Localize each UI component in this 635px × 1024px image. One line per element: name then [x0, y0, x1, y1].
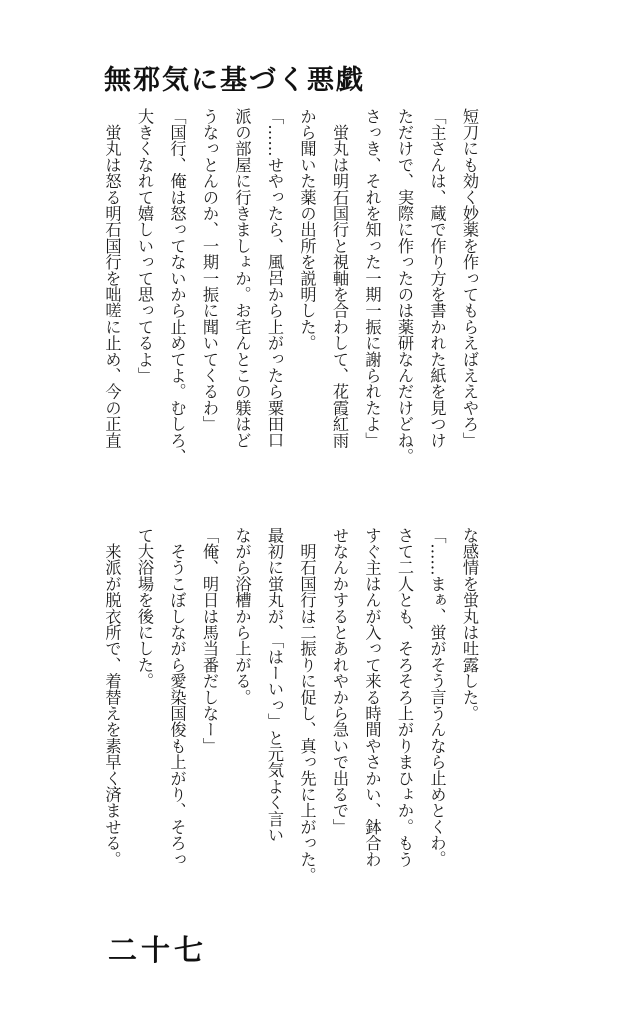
text-line: さて二人とも、そろそろ上がりまひょか。もう — [395, 527, 414, 868]
text-line: うなっとんのか、一期一振に聞いてくるわ」 — [200, 108, 219, 432]
text-line: 「主さんは、蔵で作り方を書かれた紙を見つけ — [427, 108, 447, 449]
text-line: 派の部屋に行きましょか。お宅んとこの躾はど — [232, 108, 252, 449]
lower-text-tier — [95, 527, 485, 919]
text-line: 最初に蛍丸が、「はーいっ」と元気よく言い — [265, 527, 284, 843]
text-line: すぐ主はんが入って来る時間やさかい、鉢合わ — [362, 527, 382, 868]
text-line: な感情を蛍丸は吐露した。 — [460, 527, 479, 722]
page-number: 二十七 — [108, 933, 208, 967]
text-line: 短刀にも効く妙薬を作ってもらえばええやろ」 — [460, 108, 479, 449]
text-line: て大浴場を後にした。 — [135, 527, 154, 689]
chapter-title: 無邪気に基づく悪戯 — [104, 65, 365, 96]
text-line: ただけで、実際に作ったのは薬研なんだけどね。 — [395, 108, 414, 465]
text-line: ながら浴槽から上がる。 — [232, 527, 252, 706]
text-line: 蛍丸は怒る明石国行を咄嗟に止め、今の正直 — [102, 108, 122, 449]
text-line: 蛍丸は明石国行と視軸を合わして、花霞紅雨 — [330, 108, 349, 449]
text-line: せなんかするとあれやから急いで出るで」 — [330, 527, 349, 835]
text-line: 「国行、俺は怒ってないから止めてよ。むしろ、 — [167, 108, 187, 465]
text-line: から聞いた薬の出所を説明した。 — [297, 108, 317, 351]
text-line: 「……まぁ、蛍がそう言うんなら止めとくわ。 — [427, 527, 447, 868]
text-line: さっき、それを知った一期一振に謝られたよ」 — [362, 108, 382, 449]
text-line: 「……せやったら、風呂から上がったら粟田口 — [265, 108, 284, 449]
text-line: 大きくなれて嬉しいって思ってるよ」 — [135, 108, 154, 384]
text-line: 明石国行は二振りに促し、真っ先に上がった。 — [297, 527, 317, 884]
text-line: 来派が脱衣所で、着替えを素早く済ませる。 — [102, 527, 122, 868]
upper-text-tier — [95, 108, 485, 500]
text-line: 「俺、明日は馬当番だしなー」 — [200, 527, 219, 754]
text-line: そうこぼしながら愛染国俊も上がり、そろっ — [167, 527, 187, 868]
